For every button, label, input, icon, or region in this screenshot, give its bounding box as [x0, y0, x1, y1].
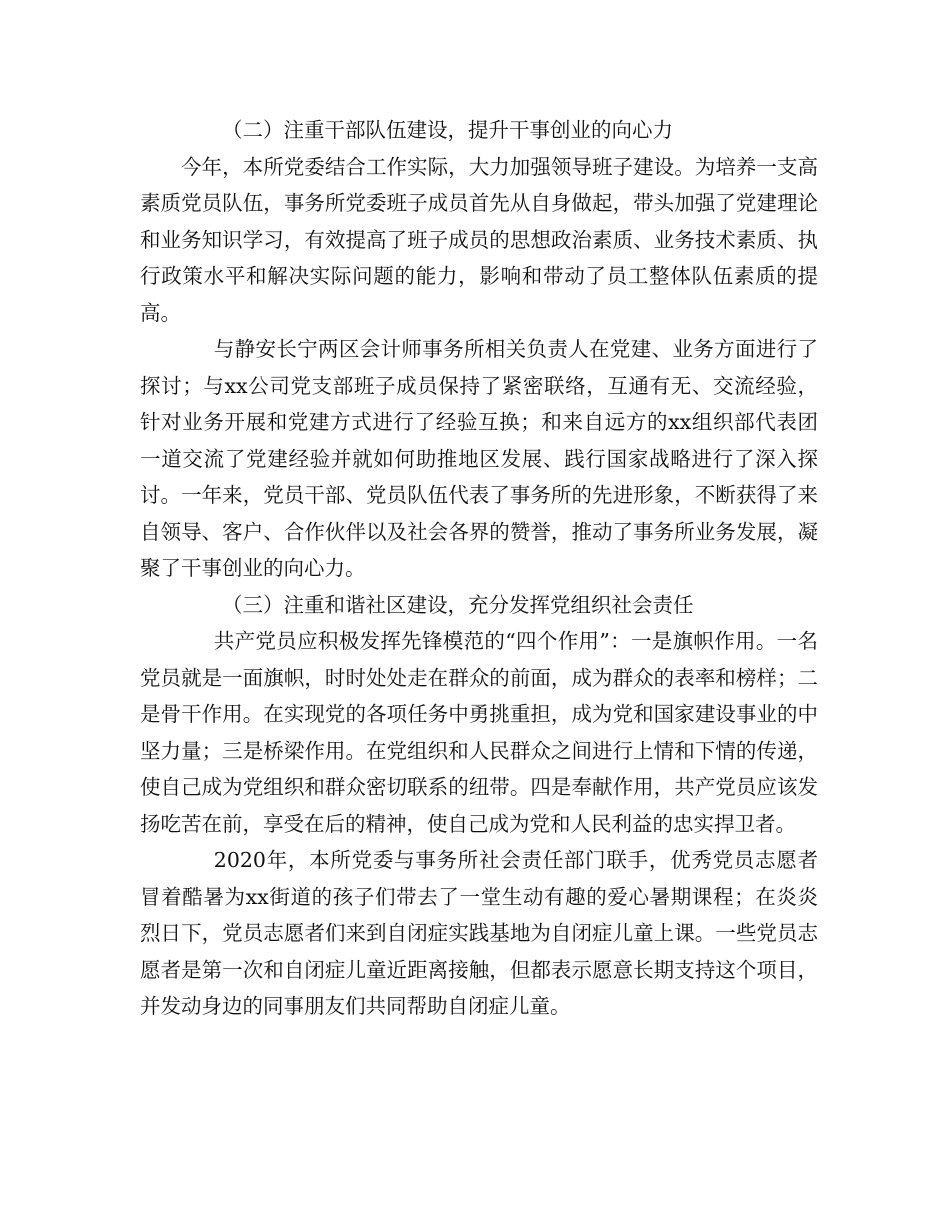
paragraph-leadership: 今年，本所党委结合工作实际，大力加强领导班子建设。为培养一支高素质党员队伍，事务所党委班子成员首先从自身做起，带头加强了党建理论和业务知识学习，有效提高了班子成员的思想政治素质、业务技术素质、执行政策水平和解决实际问题的能力，影响和带动了员工整体队伍素质的提高。	[140, 154, 818, 325]
section-heading-3: （三）注重和谐社区建设，充分发挥党组织社会责任	[222, 592, 694, 617]
section-heading-2: （二）注重干部队伍建设，提升干事创业的向心力	[222, 118, 673, 142]
paragraph-volunteers: 2020年，本所党委与事务所社会责任部门联手，优秀党员志愿者冒着酷暑为xx街道的孩子们带去了一堂生动有趣的爱心暑期课程；在炎炎烈日下，党员志愿者们来到自闭症实践基地为自闭症儿童上课。一些党员志愿者是第一次和自闭症儿童近距离接触，但都表示愿意长期支持这个项目，并发动身边的同事朋友们共同帮助自闭症儿童。	[140, 848, 818, 1018]
document-body	[140, 112, 818, 1025]
paragraph-four-roles: 共产党员应积极发挥先锋模范的“四个作用”：一是旗帜作用。一名党员就是一面旗帜，时时处处走在群众的前面，成为群众的表率和榜样；二是骨干作用。在实现党的各项任务中勇挑重担，成为党和国家建设事业的中坚力量；三是桥梁作用。在党组织和人民群众之间进行上情和下情的传递，使自己成为党组织和群众密切联系的纽带。四是奉献作用，共产党员应该发扬吃苦在前，享受在后的精神，使自己成为党和人民利益的忠实捍卫者。	[140, 629, 818, 836]
paragraph-exchange: 与静安长宁两区会计师事务所相关负责人在党建、业务方面进行了探讨；与xx公司党支部班子成员保持了紧密联络，互通有无、交流经验，针对业务开展和党建方式进行了经验互换；和来自远方的xx组织部代表团一道交流了党建经验并就如何助推地区发展、践行国家战略进行了深入探讨。一年来，党员干部、党员队伍代表了事务所的先进形象，不断获得了来自领导、客户、合作伙伴以及社会各界的赞誉，推动了事务所业务发展，凝聚了干事创业的向心力。	[140, 337, 818, 580]
